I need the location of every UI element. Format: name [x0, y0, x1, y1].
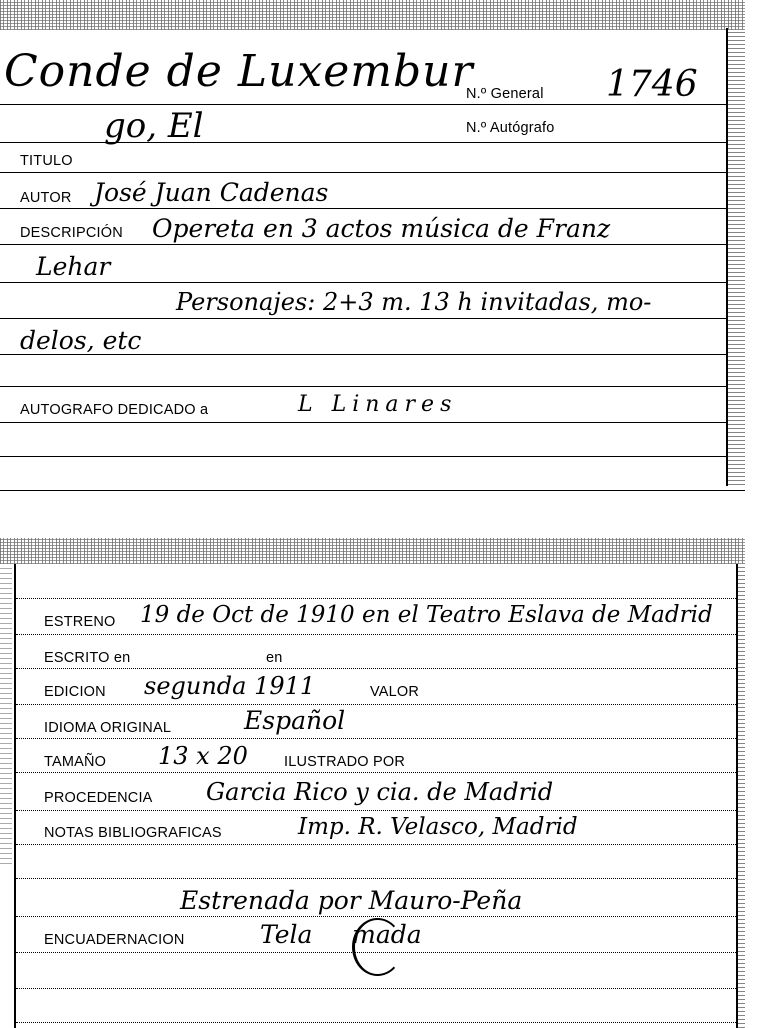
rule-line	[16, 810, 736, 811]
rule-line	[16, 1022, 736, 1023]
scan-noise-top	[0, 0, 745, 30]
title-handwritten-line2: go, El	[104, 106, 204, 146]
rule-line	[16, 668, 736, 669]
catalog-card-top	[0, 0, 745, 495]
procedencia-label: PROCEDENCIA	[44, 790, 153, 806]
rule-line	[0, 142, 726, 143]
numero-general-value: 1746	[606, 64, 698, 105]
rule-line	[0, 282, 726, 283]
rule-line	[0, 104, 726, 105]
notas-label: NOTAS BIBLIOGRAFICAS	[44, 825, 222, 841]
rule-line	[16, 916, 736, 917]
rule-line	[16, 772, 736, 773]
ilustrado-label: ILUSTRADO POR	[284, 754, 406, 770]
rule-line	[0, 422, 726, 423]
escrito-en-label: ESCRITO en	[44, 650, 131, 666]
rule-line	[0, 456, 726, 457]
numero-autografo-label: N.º Autógrafo	[466, 120, 555, 136]
rule-line	[0, 318, 726, 319]
idioma-label: IDIOMA ORIGINAL	[44, 720, 172, 736]
edicion-label: EDICION	[44, 684, 106, 700]
encuadernacion-label: ENCUADERNACION	[44, 932, 185, 948]
tamano-label: TAMAÑO	[44, 754, 107, 770]
rule-line	[16, 704, 736, 705]
procedencia-value: Garcia Rico y cia. de Madrid	[206, 778, 554, 806]
title-handwritten-line1: Conde de Luxembur	[4, 46, 474, 97]
notas-value: Imp. R. Velasco, Madrid	[298, 814, 578, 840]
scan-noise-right	[728, 30, 745, 485]
idioma-value: Español	[244, 706, 346, 735]
escrito-en2-label: en	[266, 650, 283, 666]
autor-label: AUTOR	[20, 190, 72, 206]
scan-noise-right	[738, 564, 745, 1028]
autografo-dedicado-label: AUTOGRAFO DEDICADO a	[20, 402, 209, 418]
estreno-value: 19 de Oct de 1910 en el Teatro Eslava de Madrid	[140, 602, 713, 628]
descripcion-label: DESCRIPCIÓN	[20, 225, 123, 241]
rule-line	[16, 634, 736, 635]
titulo-label: TITULO	[20, 153, 73, 169]
card-right-border	[726, 28, 728, 486]
rule-line	[16, 988, 736, 989]
scan-noise-left	[0, 564, 12, 864]
ink-blot-mark	[352, 918, 403, 976]
descripcion-line1: Opereta en 3 actos música de Franz	[152, 214, 611, 243]
rule-line	[0, 354, 726, 355]
rule-line	[16, 952, 736, 953]
rule-line	[16, 598, 736, 599]
descripcion-line4: delos, etc	[20, 326, 142, 355]
scan-noise-top	[0, 538, 745, 564]
nota-extra: Estrenada por Mauro-Peña	[180, 886, 523, 915]
rule-line	[0, 244, 726, 245]
card-bottom-border	[0, 490, 745, 491]
descripcion-line2: Lehar	[36, 252, 111, 281]
descripcion-line3: Personajes: 2+3 m. 13 h invitadas, mo-	[176, 288, 652, 316]
tamano-value: 13 x 20	[158, 742, 248, 770]
valor-label: VALOR	[370, 684, 420, 700]
rule-line	[0, 172, 726, 173]
numero-general-label: N.º General	[466, 86, 544, 102]
rule-line	[0, 208, 726, 209]
catalog-card-bottom	[0, 538, 745, 1028]
autor-value: José Juan Cadenas	[94, 178, 329, 207]
estreno-label: ESTRENO	[44, 614, 116, 630]
card-right-border	[736, 564, 738, 1028]
autografo-dedicado-value: L Linares	[298, 392, 458, 417]
encuadernacion-value: Tela mada	[260, 920, 422, 949]
rule-line	[16, 878, 736, 879]
rule-line	[16, 844, 736, 845]
rule-line	[16, 738, 736, 739]
edicion-value: segunda 1911	[144, 672, 316, 700]
rule-line	[0, 386, 726, 387]
